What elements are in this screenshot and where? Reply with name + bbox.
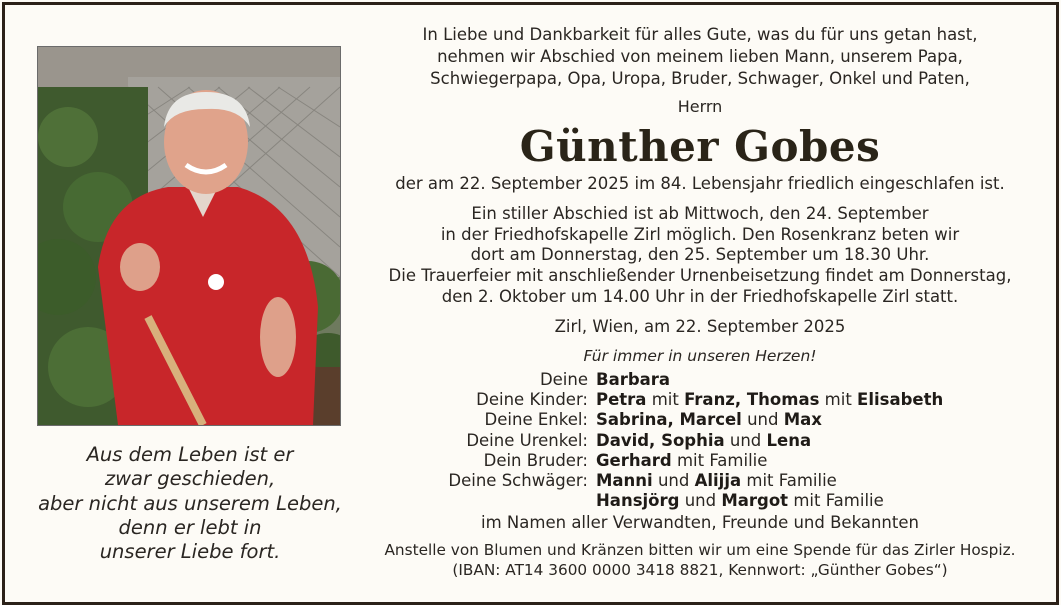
family-name: David, Sophia <box>596 430 725 450</box>
family-members <box>596 491 884 511</box>
farewell-line: in der Friedhofskapelle Zirl möglich. Den Rosenkranz beten wir <box>440 224 960 244</box>
family-name: Franz, Thomas <box>684 390 820 410</box>
relatives-line: im Namen aller Verwandten, Freunde und Bekannten <box>481 513 919 532</box>
intro-line: In Liebe und Dankbarkeit für alles Gute, was du für uns getan hast, <box>422 25 978 44</box>
family-name: Max <box>783 410 822 430</box>
family-name: Alijja <box>694 471 742 491</box>
quote-line: aber nicht aus unserem Leben, <box>38 491 342 515</box>
family-label: Dein Bruder: <box>483 450 588 470</box>
farewell-line: den 2. Oktober um 14.00 Uhr in der Friedhofskapelle Zirl statt. <box>441 286 959 306</box>
family-label <box>380 491 596 511</box>
family-connector: und <box>724 430 767 450</box>
family-label: Deine Enkel: <box>484 410 588 430</box>
family-connector: und <box>741 410 784 430</box>
quote-line: zwar geschieden, <box>104 467 276 491</box>
family-members <box>596 451 767 471</box>
family-name: Sabrina, Marcel <box>596 410 742 430</box>
family-label: Deine <box>539 370 588 389</box>
quote-line: unserer Liebe fort. <box>99 540 281 564</box>
farewell-line: dort am Donnerstag, den 25. September um 18.30 Uhr. <box>470 245 930 265</box>
family-connector: mit <box>646 390 685 410</box>
donation-line: Anstelle von Blumen und Kränzen bitten wir um eine Spende für das Zirler Hospiz. <box>384 541 1016 559</box>
donation-line: (IBAN: AT14 3600 0000 3418 8821, Kennwort: „Günther Gobes“) <box>452 560 948 579</box>
family-label: Deine Urenkel: <box>466 430 588 450</box>
family-row <box>380 370 1020 390</box>
family-name: Hansjörg <box>596 491 680 511</box>
family-connector: mit Familie <box>741 471 837 491</box>
family-list <box>380 370 1020 511</box>
family-members <box>596 431 811 451</box>
salutation: Herrn <box>677 97 723 116</box>
family-members <box>596 370 670 390</box>
donation-note <box>380 541 1020 581</box>
motto: Für immer in unseren Herzen! <box>583 346 817 365</box>
family-connector: mit <box>819 390 858 410</box>
family-label: Deine Schwäger: <box>448 471 588 491</box>
family-members <box>596 390 943 410</box>
family-connector: mit Familie <box>788 491 884 511</box>
family-connector: und <box>679 491 722 511</box>
family-name: Lena <box>766 430 812 450</box>
memorial-quote <box>20 443 360 564</box>
family-members <box>596 471 837 491</box>
farewell-line: Ein stiller Abschied ist ab Mittwoch, den 24. September <box>471 203 929 223</box>
farewell-line: Die Trauerfeier mit anschließender Urnenbeisetzung findet am Donnerstag, <box>388 266 1012 286</box>
family-row <box>380 410 1020 430</box>
family-row <box>380 471 1020 491</box>
family-row <box>380 390 1020 410</box>
family-name: Manni <box>596 471 653 491</box>
family-name: Margot <box>721 491 789 511</box>
family-row <box>380 431 1020 451</box>
deceased-name: Günther Gobes <box>519 122 881 171</box>
family-row <box>380 451 1020 471</box>
death-line: der am 22. September 2025 im 84. Lebensjahr friedlich eingeschlafen ist. <box>395 174 1005 193</box>
family-connector: mit Familie <box>671 450 768 470</box>
family-connector: und <box>652 471 695 491</box>
quote-line: Aus dem Leben ist er <box>86 443 294 466</box>
family-label: Deine Kinder: <box>476 390 588 410</box>
family-row <box>380 491 1020 511</box>
portrait-photo <box>37 46 341 426</box>
place-date: Zirl, Wien, am 22. September 2025 <box>554 316 846 336</box>
intro-line: nehmen wir Abschied von meinem lieben Mann, unserem Papa, <box>437 47 963 66</box>
notice-text <box>380 24 1020 366</box>
intro-line: Schwiegerpapa, Opa, Uropa, Bruder, Schwager, Onkel und Paten, <box>430 69 970 88</box>
family-name: Barbara <box>596 370 671 389</box>
family-name: Elisabeth <box>857 390 944 410</box>
family-name: Gerhard <box>596 450 672 470</box>
family-members <box>596 410 822 430</box>
family-name: Petra <box>596 390 647 410</box>
quote-line: denn er lebt in <box>118 515 262 539</box>
